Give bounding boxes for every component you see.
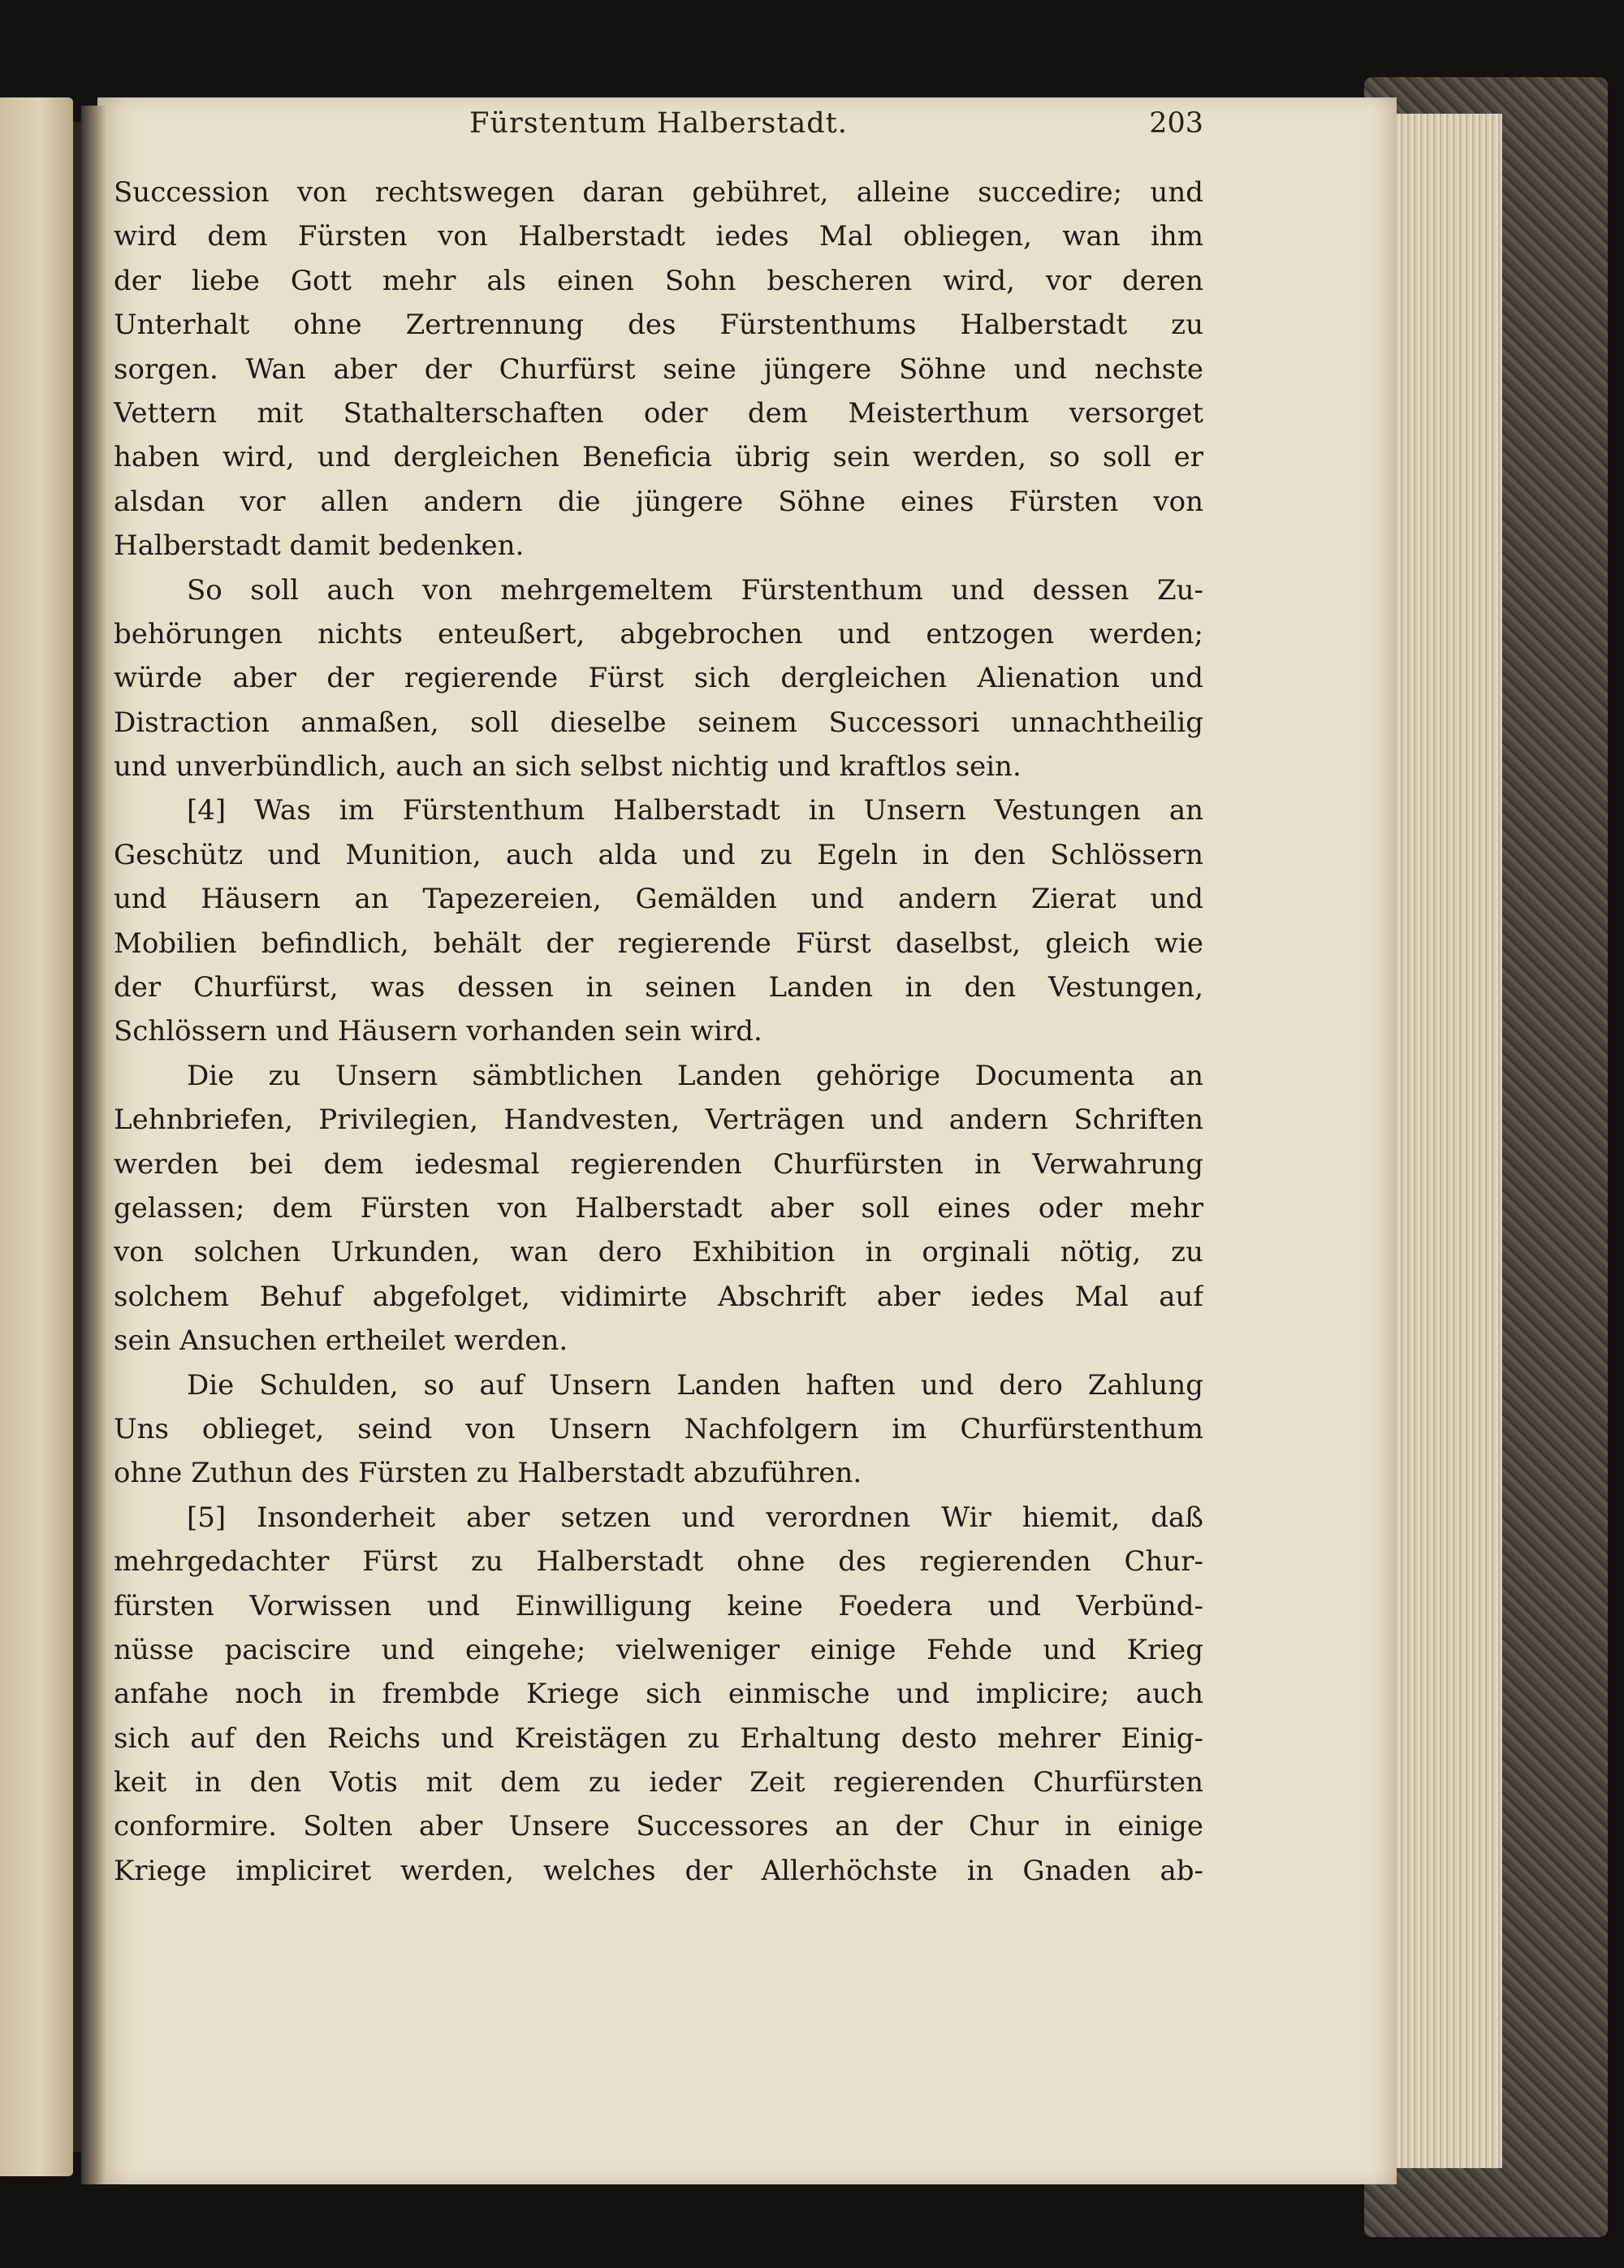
text-line: conformire. Solten aber Unsere Successores an der Chur in einige [114,1810,1203,1843]
text-line: Uns oblieget, seind von Unsern Nachfolgern im Churfürstenthum [114,1412,1203,1445]
text-line: mehrgedachter Fürst zu Halberstadt ohne des regierenden Chur- [114,1545,1203,1579]
text-line: nüsse paciscire und eingehe; vielweniger einige Fehde und Krieg [114,1633,1203,1666]
text-line: solchem Behuf abgefolget, vidimirte Abschrift aber iedes Mal auf [114,1280,1203,1313]
text-line: Die zu Unsern sämbtlichen Landen gehörige Documenta an [187,1059,1203,1092]
running-title: Fürstentum Halberstadt. [469,107,848,140]
text-line: [5] Insonderheit aber setzen und verordnen Wir hiemit, daß [187,1501,1203,1534]
text-line: sich auf den Reichs und Kreistägen zu Erhaltung desto mehrer Einig- [114,1722,1203,1755]
text-line: So soll auch von mehrgemeltem Fürstenthum und dessen Zu- [187,573,1203,607]
text-line: haben wird, und dergleichen Beneficia übrig sein werden, so soll er [114,441,1203,474]
text-line: sorgen. Wan aber der Churfürst seine jüngere Söhne und nechste [114,352,1203,386]
text-line: der Churfürst, was dessen in seinen Landen in den Vestungen, [114,971,1203,1004]
page-number: 203 [1149,107,1203,140]
text-line: werden bei dem iedesmal regierenden Churfürsten in Verwahrung [114,1147,1203,1181]
page-header [114,107,1203,148]
text-line: behörungen nichts enteußert, abgebrochen und entzogen werden; [114,617,1203,650]
text-line: Mobilien befindlich, behält der regierende Fürst daselbst, gleich wie [114,927,1203,960]
text-line: der liebe Gott mehr als einen Sohn bescheren wird, vor deren [114,264,1203,297]
book-gutter [81,106,106,2184]
text-line: ohne Zuthun des Fürsten zu Halberstadt abzuführen. [114,1457,862,1490]
text-line: alsdan vor allen andern die jüngere Söhne eines Fürsten von [114,485,1203,518]
text-line: würde aber der regierende Fürst sich dergleichen Alienation und [114,662,1203,695]
text-line: gelassen; dem Fürsten von Halberstadt aber soll eines oder mehr [114,1191,1203,1225]
facing-page-edge [0,97,73,2176]
text-line: wird dem Fürsten von Halberstadt iedes Mal obliegen, wan ihm [114,220,1203,253]
text-line: Vettern mit Stathalterschaften oder dem Meisterthum versorget [114,396,1203,430]
text-line: Schlössern und Häusern vorhanden sein wird. [114,1015,762,1048]
text-line: keit in den Votis mit dem zu ieder Zeit regierenden Churfürsten [114,1766,1203,1799]
text-line: von solchen Urkunden, wan dero Exhibition in orginali nötig, zu [114,1236,1203,1269]
text-line: Die Schulden, so auf Unsern Landen haften und dero Zahlung [187,1368,1203,1402]
text-line: Unterhalt ohne Zertrennung des Fürstenthums Halberstadt zu [114,309,1203,342]
body-text [114,171,1203,1893]
text-line: anfahe noch in frembde Kriege sich einmische und implicire; auch [114,1678,1203,1711]
text-line: Kriege impliciret werden, welches der Allerhöchste in Gnaden ab- [114,1854,1203,1887]
text-line: Halberstadt damit bedenken. [114,529,525,563]
text-line: fürsten Vorwissen und Einwilligung keine Foedera und Verbünd- [114,1589,1203,1622]
text-line: Succession von rechtswegen daran gebühret, alleine succedire; und [114,176,1203,209]
text-line: sein Ansuchen ertheilet werden. [114,1324,568,1358]
text-line: und unverbündlich, auch an sich selbst nichtig und kraftlos sein. [114,750,1021,784]
text-line: Lehnbriefen, Privilegien, Handvesten, Verträgen und andern Schriften [114,1104,1203,1137]
text-line: und Häusern an Tapezereien, Gemälden und andern Zierat und [114,883,1203,916]
text-line: Geschütz und Munition, auch alda und zu Egeln in den Schlössern [114,838,1203,871]
text-line: [4] Was im Fürstenthum Halberstadt in Unsern Vestungen an [187,794,1203,827]
text-line: Distraction anmaßen, soll dieselbe seinem Successori unnachtheilig [114,706,1203,739]
